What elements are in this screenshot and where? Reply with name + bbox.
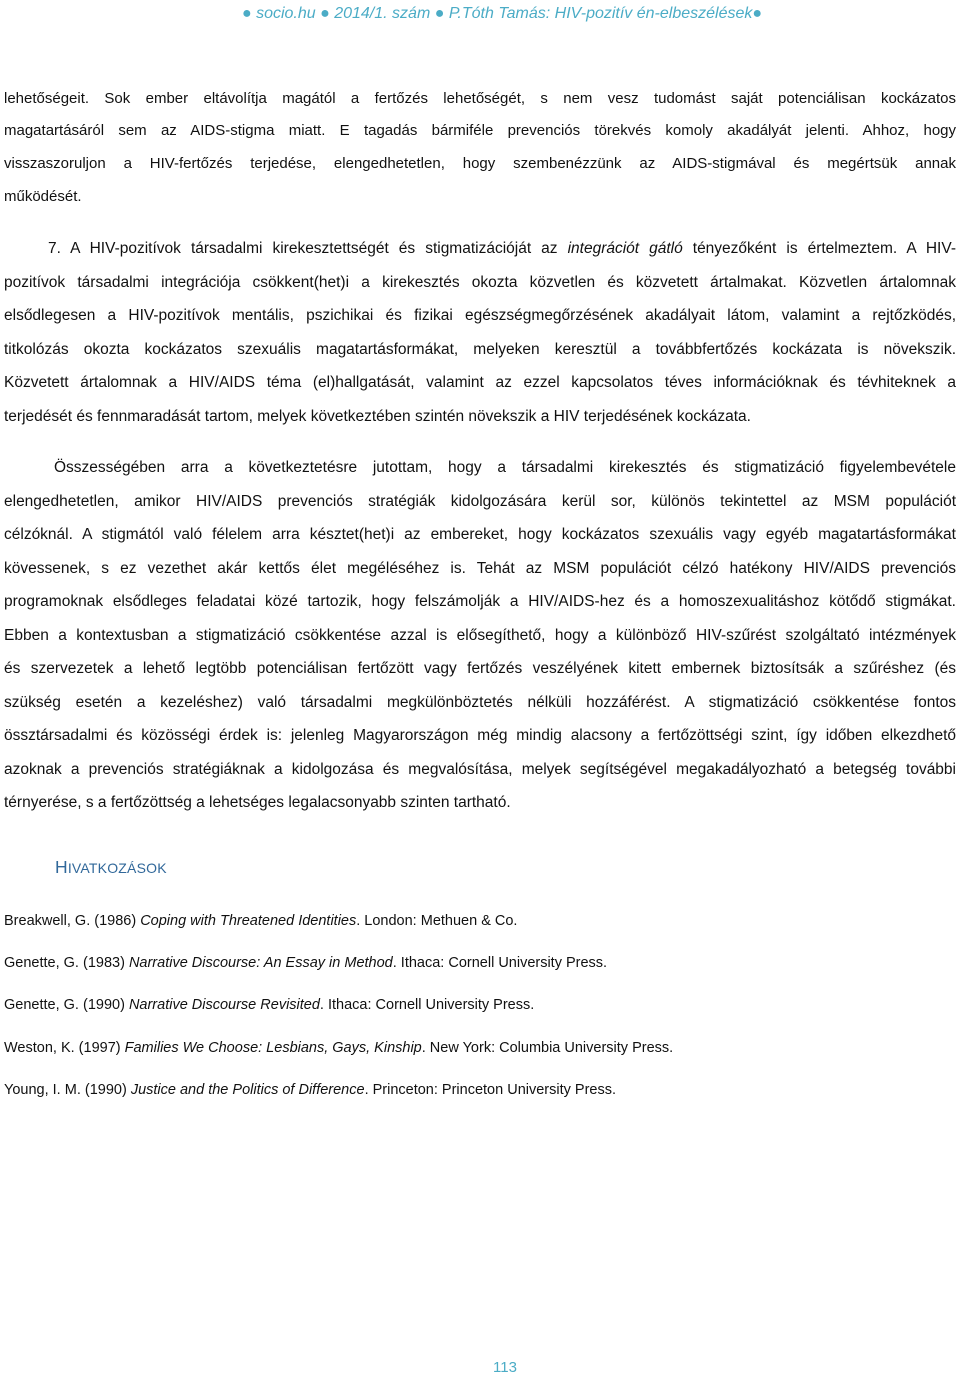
paragraph-line: azoknak a prevenciós stratégiáknak a kidolgozása és megvalósítása, melyek segítségével megakadályozható a betegség további	[4, 761, 956, 778]
reference-publisher: . Princeton: Princeton University Press.	[364, 1082, 616, 1098]
reference-author-year: Genette, G. (1983)	[4, 955, 129, 971]
reference-item	[4, 1079, 616, 1101]
text-run: 7. A HIV-pozitívok társadalmi kirekesztettségét és stigmatizációját az	[48, 240, 568, 257]
paragraph-line: Összességében arra a következtetésre jutottam, hogy a társadalmi kirekesztés és stigmatizáció figyelembevétele	[54, 459, 956, 476]
references-heading: HIVATKOZÁSOK	[55, 857, 167, 877]
text-run: tényezőként is értelmeztem. A HIV-	[682, 240, 956, 257]
reference-author-year: Weston, K. (1997)	[4, 1040, 125, 1056]
paragraph-line: pozitívok társadalmi integrációja csökkent(het)i a kirekesztés okozta közvetlen és közvetett ártalmakat. Közvetlen ártalomnak	[4, 274, 956, 291]
reference-item	[4, 1037, 673, 1059]
reference-item	[4, 910, 517, 932]
page-number: 113	[493, 1359, 517, 1376]
reference-item	[4, 952, 607, 974]
paragraph-line: titkolózás okozta kockázatos szexuális magatartásformákat, melyeken keresztül a továbbfertőzés kockázata is növekszik.	[4, 341, 956, 358]
paragraph-line: elengedhetetlen, amikor HIV/AIDS prevenciós stratégiák kidolgozására kerül sor, különös tekintettel az MSM populációt	[4, 493, 956, 510]
paragraph-line: működését.	[4, 188, 82, 205]
paragraph-line: célzóknál. A stigmától való félelem arra késztet(het)i az embereket, hogy kockázatos szexuális vagy egyéb magatartásformákat	[4, 526, 956, 543]
paragraph-line: visszaszoruljon a HIV-fertőzés terjedése, elengedhetetlen, hogy szembenézzünk az AIDS-stigmával és megértsük annak	[4, 155, 956, 172]
reference-title: Coping with Threatened Identities	[140, 913, 357, 929]
paragraph-line: terjedését és fennmaradását tartom, melyek következtében szintén növekszik a HIV terjedésének kockázata.	[4, 408, 751, 425]
reference-title: Justice and the Politics of Difference	[130, 1082, 365, 1098]
paragraph-line: szükség esetén a kezeléshez) való társadalmi megkülönböztetés nélküli hozzáférést. A stigmatizáció csökkentése fontos	[4, 694, 956, 711]
running-header: ● socio.hu ● 2014/1. szám ● P.Tóth Tamás: HIV-pozitív én-elbeszélések●	[241, 5, 763, 22]
emphasis-text: integrációt gátló	[567, 240, 683, 257]
paragraph-line: elsődlegesen a HIV-pozitívok mentális, pszichikai és fizikai egészségmegőrzésének akadályait látom, valamint a rejtőzködés,	[4, 307, 956, 324]
reference-publisher: . Ithaca: Cornell University Press.	[392, 955, 608, 971]
reference-author-year: Genette, G. (1990)	[4, 997, 129, 1013]
paragraph-line: és szervezetek a lehető legtöbb potenciálisan fertőzött vagy fertőzés veszélyének kitett embernek biztosítsák a szűréshez (és	[4, 660, 956, 677]
paragraph-line: Közvetett ártalomnak a HIV/AIDS téma (el)hallgatását, valamint az ezzel kapcsolatos téves információknak és tévhiteknek a	[4, 374, 956, 391]
paragraph-line: programoknak elsődleges feladatai közé tartozik, hogy felszámolják a HIV/AIDS-hez és a homoszexualitáshoz kötődő stigmákat.	[4, 593, 956, 610]
reference-title: Narrative Discourse Revisited	[128, 997, 320, 1013]
paragraph-line: magatartásáról sem az AIDS-stigma miatt. E tagadás bármiféle prevenciós törekvés komoly akadályát jelenti. Ahhoz, hogy	[4, 122, 956, 139]
reference-author-year: Breakwell, G. (1986)	[4, 913, 141, 929]
paragraph-line	[48, 238, 956, 260]
paragraph-line: Ebben a kontextusban a stigmatizáció csökkentése azzal is elősegíthető, hogy a különböző HIV-szűrést szolgáltató intézmények	[4, 627, 956, 644]
paragraph-line: össztársadalmi és közösségi érdek is: jelenleg Magyarországon még mindig alacsony a fertőzöttségi szint, így időben elkezdhető	[4, 727, 956, 744]
reference-publisher: . London: Methuen & Co.	[356, 913, 518, 929]
reference-author-year: Young, I. M. (1990)	[4, 1082, 131, 1098]
paragraph-line: lehetőségeit. Sok ember eltávolítja magától a fertőzés lehetőségét, s nem vesz tudomást saját potenciálisan kockázatos	[4, 90, 956, 107]
reference-item	[4, 994, 534, 1016]
reference-publisher: . New York: Columbia University Press.	[421, 1040, 674, 1056]
paragraph-line: térnyerése, s a fertőzöttség a lehetséges legalacsonyabb szinten tartható.	[4, 794, 511, 811]
reference-title: Narrative Discourse: An Essay in Method	[128, 955, 393, 971]
reference-title: Families We Choose: Lesbians, Gays, Kinship	[124, 1040, 422, 1056]
paragraph-line: kövessenek, s ez vezethet akár kettős élet megéléséhez is. Tehát az MSM populációt célzó hatékony HIV/AIDS prevenciós	[4, 560, 956, 577]
reference-publisher: . Ithaca: Cornell University Press.	[319, 997, 535, 1013]
